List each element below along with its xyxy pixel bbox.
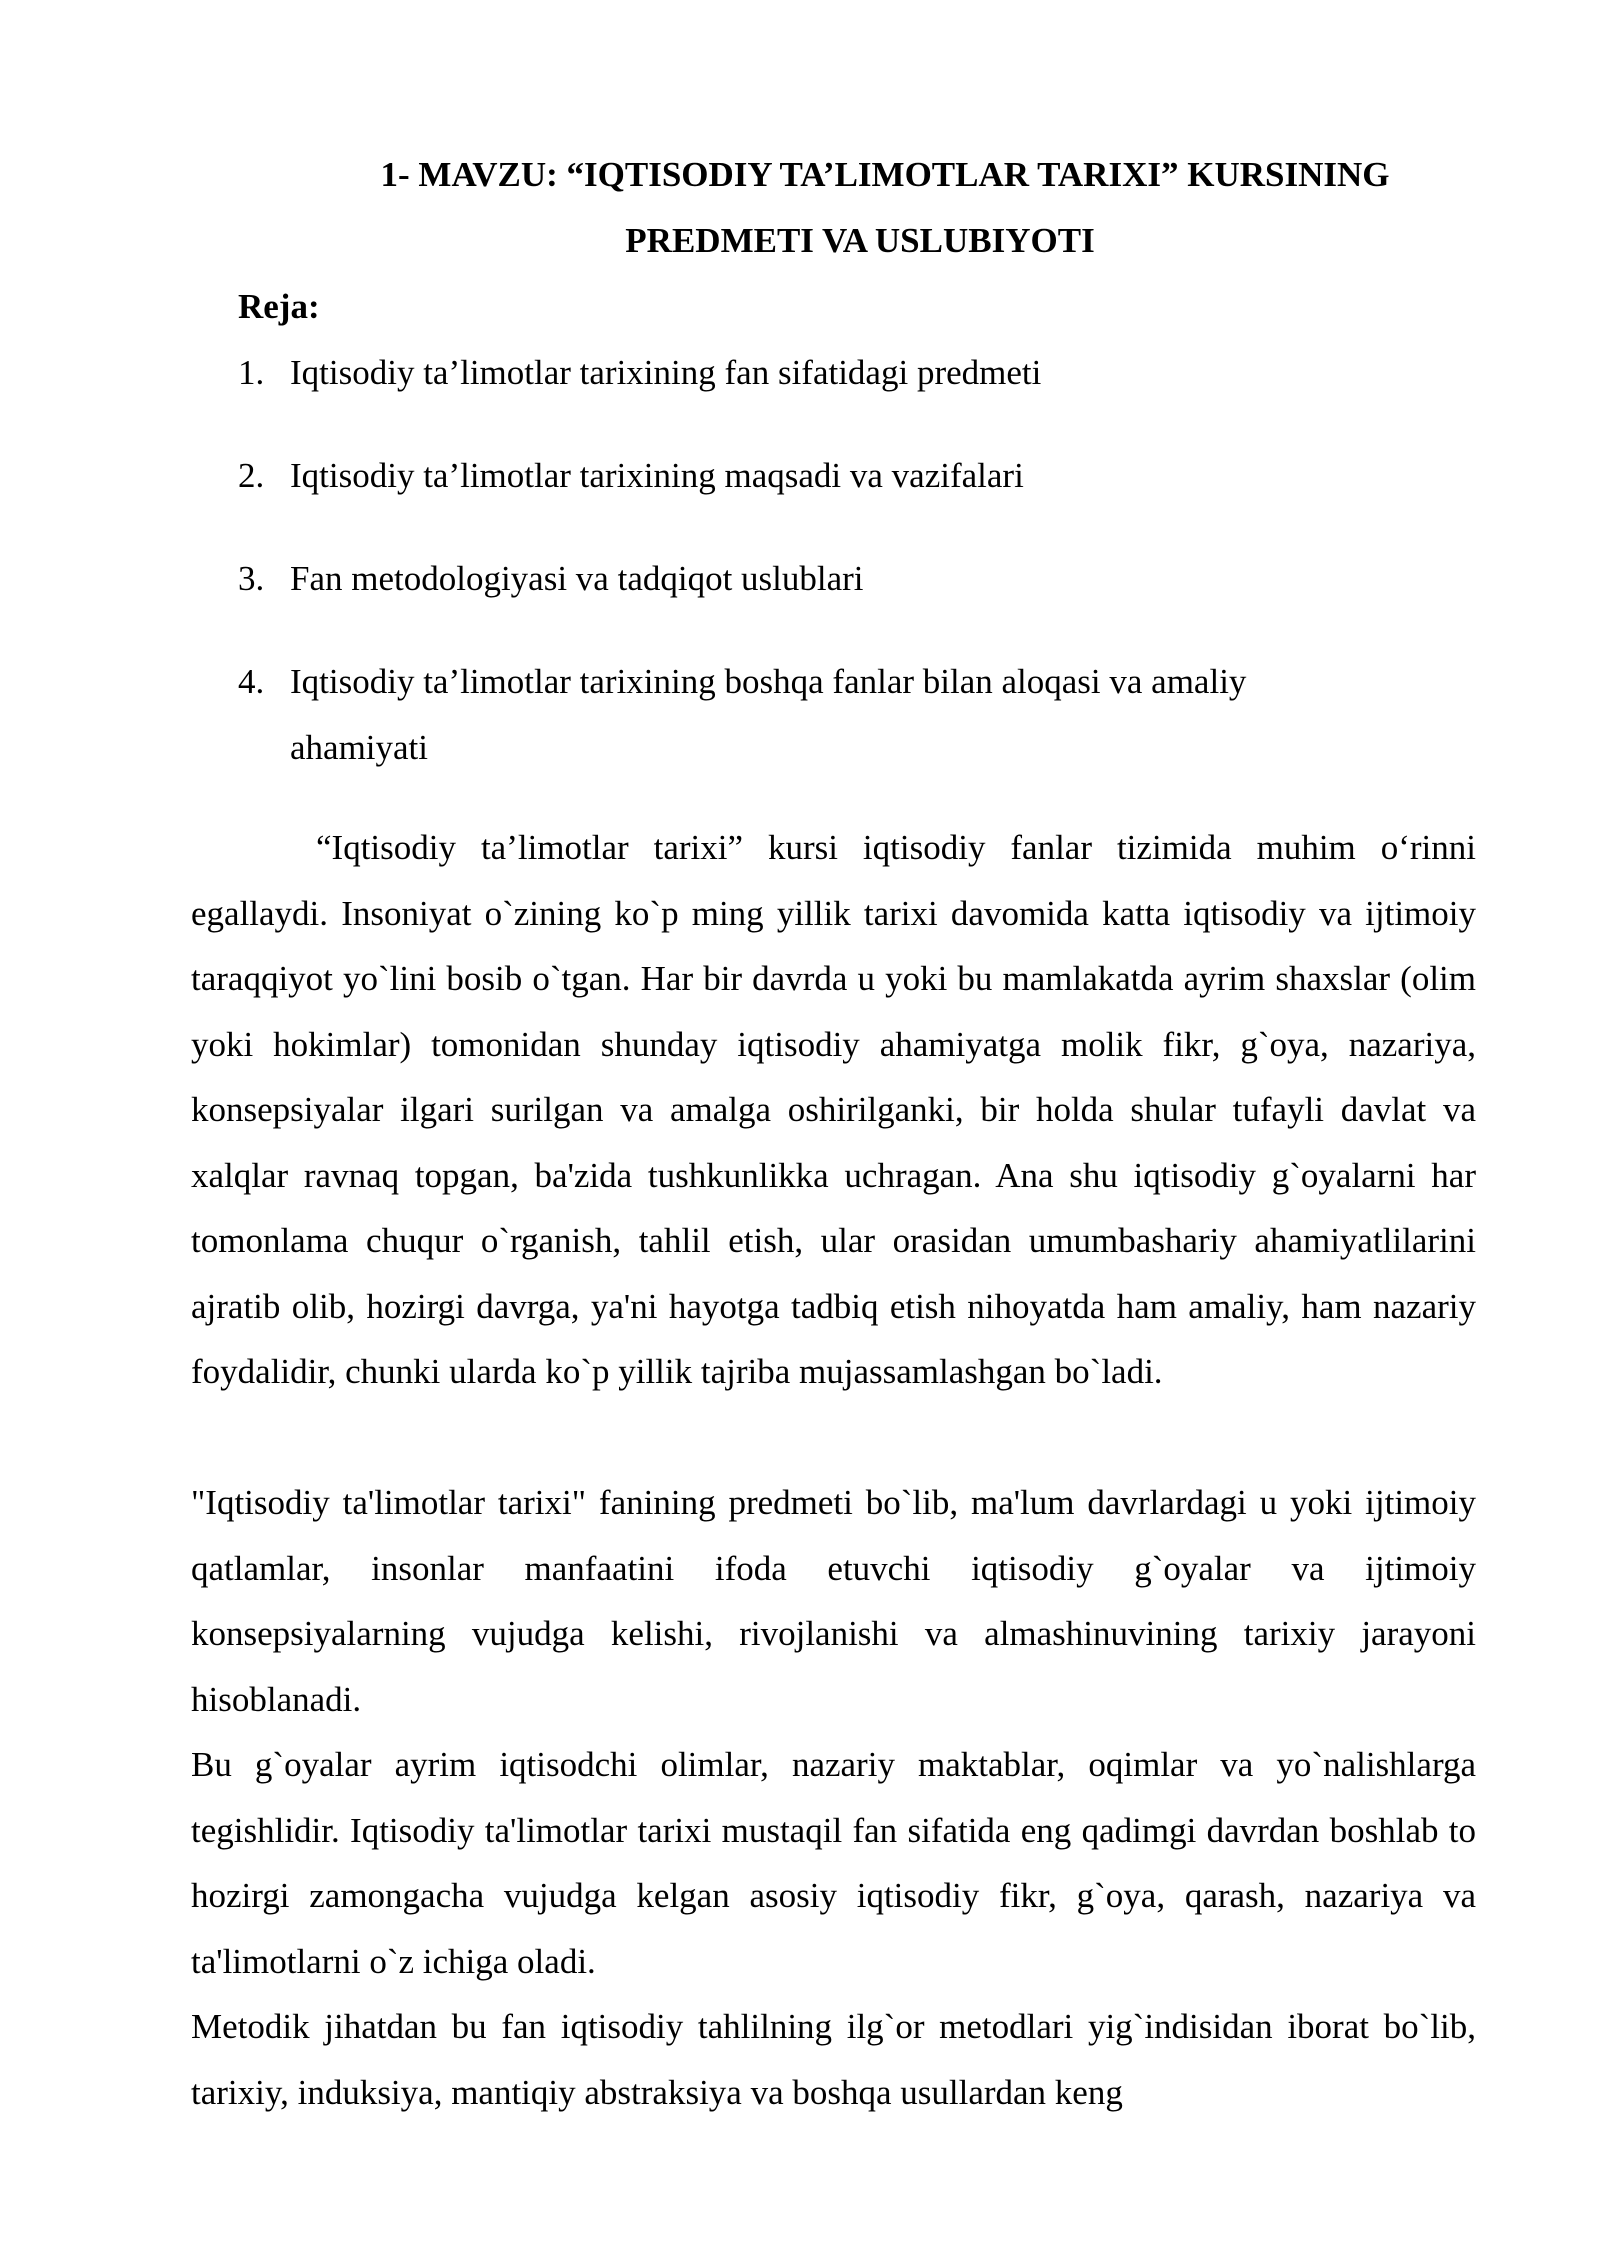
plan-item-text: Fan metodologiyasi va tadqiqot uslublari <box>290 559 864 598</box>
plan-item-text: Iqtisodiy ta’limotlar tarixining maqsadi va vazifalari <box>290 456 1024 495</box>
document-title-line-2: PREDMETI VA USLUBIYOTI <box>625 221 1095 260</box>
plan-heading: Reja: <box>238 287 320 326</box>
plan-item-number: 4. <box>238 662 265 701</box>
body-paragraph: "Iqtisodiy ta'limotlar tarixi" fanining predmeti bo`lib, ma'lum davrlardagi u yoki ijtimoiy qatlamlar, insonlar manfaatini ifoda etuvchi iqtisodiy g`oyalar va ijtimoiy konsepsiyalarning vujudga kelishi, rivojlanishi va almashinuvining tarixiy jarayoni hisoblanadi. <box>191 1483 1476 1719</box>
document-title-line-1: 1- MAVZU: “IQTISODIY TA’LIMOTLAR TARIXI” KURSINING <box>380 155 1390 194</box>
plan-item-number: 3. <box>238 559 265 598</box>
body-paragraph: Metodik jihatdan bu fan iqtisodiy tahlilning ilg`or metodlari yig`indisidan iborat bo`lib, tarixiy, induksiya, mantiqiy abstraksiya va boshqa usullardan keng <box>191 2007 1476 2112</box>
plan-item-text: Iqtisodiy ta’limotlar tarixining fan sifatidagi predmeti <box>290 353 1042 392</box>
body-paragraph: Bu g`oyalar ayrim iqtisodchi olimlar, nazariy maktablar, oqimlar va yo`nalishlarga tegishlidir. Iqtisodiy ta'limotlar tarixi mustaqil fan sifatida eng qadimgi davrdan boshlab to hozirgi zamongacha vujudga kelgan asosiy iqtisodiy fikr, g`oya, qarash, nazariya va ta'limotlarni o`z ichiga oladi. <box>191 1745 1476 1981</box>
plan-item-number: 2. <box>238 456 265 495</box>
plan-item-number: 1. <box>238 353 265 392</box>
plan-item-text: Iqtisodiy ta’limotlar tarixining boshqa fanlar bilan aloqasi va amaliy ahamiyati <box>290 662 1247 767</box>
body-paragraph: “Iqtisodiy ta’limotlar tarixi” kursi iqtisodiy fanlar tizimida muhim o‘rinni egallaydi. Insoniyat o`zining ko`p ming yillik tarixi davomida katta iqtisodiy va ijtimoiy taraqqiyot yo`lini bosib o`tgan. Har bir davrda u yoki bu mamlakatda ayrim shaxslar (olim yoki hokimlar) tomonidan shunday iqtisodiy ahamiyatga molik fikr, g`oya, nazariya, konsepsiyalar ilgari surilgan va amalga oshirilganki, bir holda shular tufayli davlat va xalqlar ravnaq topgan, ba'zida tushkunlikka uchragan. Ana shu iqtisodiy g`oyalarni har tomonlama chuqur o`rganish, tahlil etish, ular orasidan umumbashariy ahamiyatlilarini ajratib olib, hozirgi davrga, ya'ni hayotga tadbiq etish nihoyatda ham amaliy, ham nazariy foydalidir, chunki ularda ko`p yillik tajriba mujassamlashgan bo`ladi. <box>191 828 1476 1391</box>
